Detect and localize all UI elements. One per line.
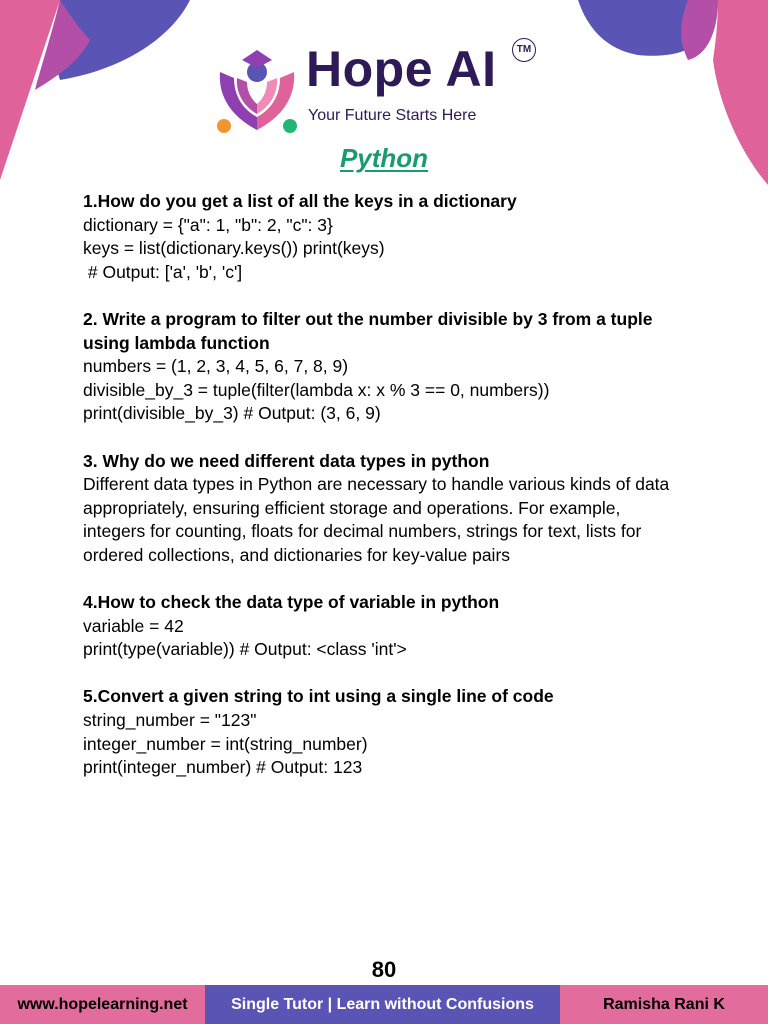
code-line: print(integer_number) # Output: 123: [83, 757, 363, 778]
brand-name: Hope AI: [306, 41, 497, 97]
section-3: [83, 450, 683, 568]
answer-paragraph: Different data types in Python are necessary to handle various kinds of data appropriately, ensuring efficient storage and operations. For example, integers for counting, floats for decimal numbers, strings for text, lists for ordered collections, and dictionaries for key-value pairs: [83, 474, 670, 565]
question-heading: 2. Write a program to filter out the number divisible by 3 from a tuple using lambda function: [83, 308, 653, 353]
content-body: [83, 190, 683, 780]
code-line: keys = list(dictionary.keys()) print(keys): [83, 238, 385, 259]
code-line: print(divisible_by_3) # Output: (3, 6, 9): [83, 403, 381, 424]
code-line: numbers = (1, 2, 3, 4, 5, 6, 7, 8, 9): [83, 356, 349, 377]
section-2: [83, 308, 683, 426]
footer-author: Ramisha Rani K: [560, 985, 768, 1024]
code-line: # Output: ['a', 'b', 'c']: [83, 261, 243, 282]
trademark-badge: TM: [512, 38, 536, 62]
footer-website-link[interactable]: www.hopelearning.net: [0, 985, 205, 1024]
code-line: divisible_by_3 = tuple(filter(lambda x: x % 3 == 0, numbers)): [83, 379, 550, 400]
section-4: [83, 591, 683, 662]
code-line: variable = 42: [83, 615, 184, 636]
question-heading: 5.Convert a given string to int using a single line of code: [83, 686, 554, 707]
section-5: [83, 685, 683, 779]
question-heading: 1.How do you get a list of all the keys in a dictionary: [83, 191, 517, 211]
section-1: [83, 190, 683, 284]
question-heading: 4.How to check the data type of variable in python: [83, 592, 500, 613]
code-line: print(type(variable)) # Output: <class 'int'>: [83, 639, 407, 660]
code-line: string_number = "123": [83, 710, 257, 731]
page-number: 80: [371, 957, 397, 982]
brand-tagline: Your Future Starts Here: [308, 107, 477, 124]
code-line: integer_number = int(string_number): [83, 733, 368, 754]
brand-logo: [212, 38, 552, 138]
hope-ai-emblem-icon: [212, 42, 302, 137]
footer-bar: [0, 985, 768, 1024]
page-title: Python: [339, 143, 429, 173]
code-line: dictionary = {"a": 1, "b": 2, "c": 3}: [83, 214, 333, 235]
question-heading: 3. Why do we need different data types in python: [83, 450, 490, 471]
footer-slogan: Single Tutor | Learn without Confusions: [205, 985, 560, 1024]
